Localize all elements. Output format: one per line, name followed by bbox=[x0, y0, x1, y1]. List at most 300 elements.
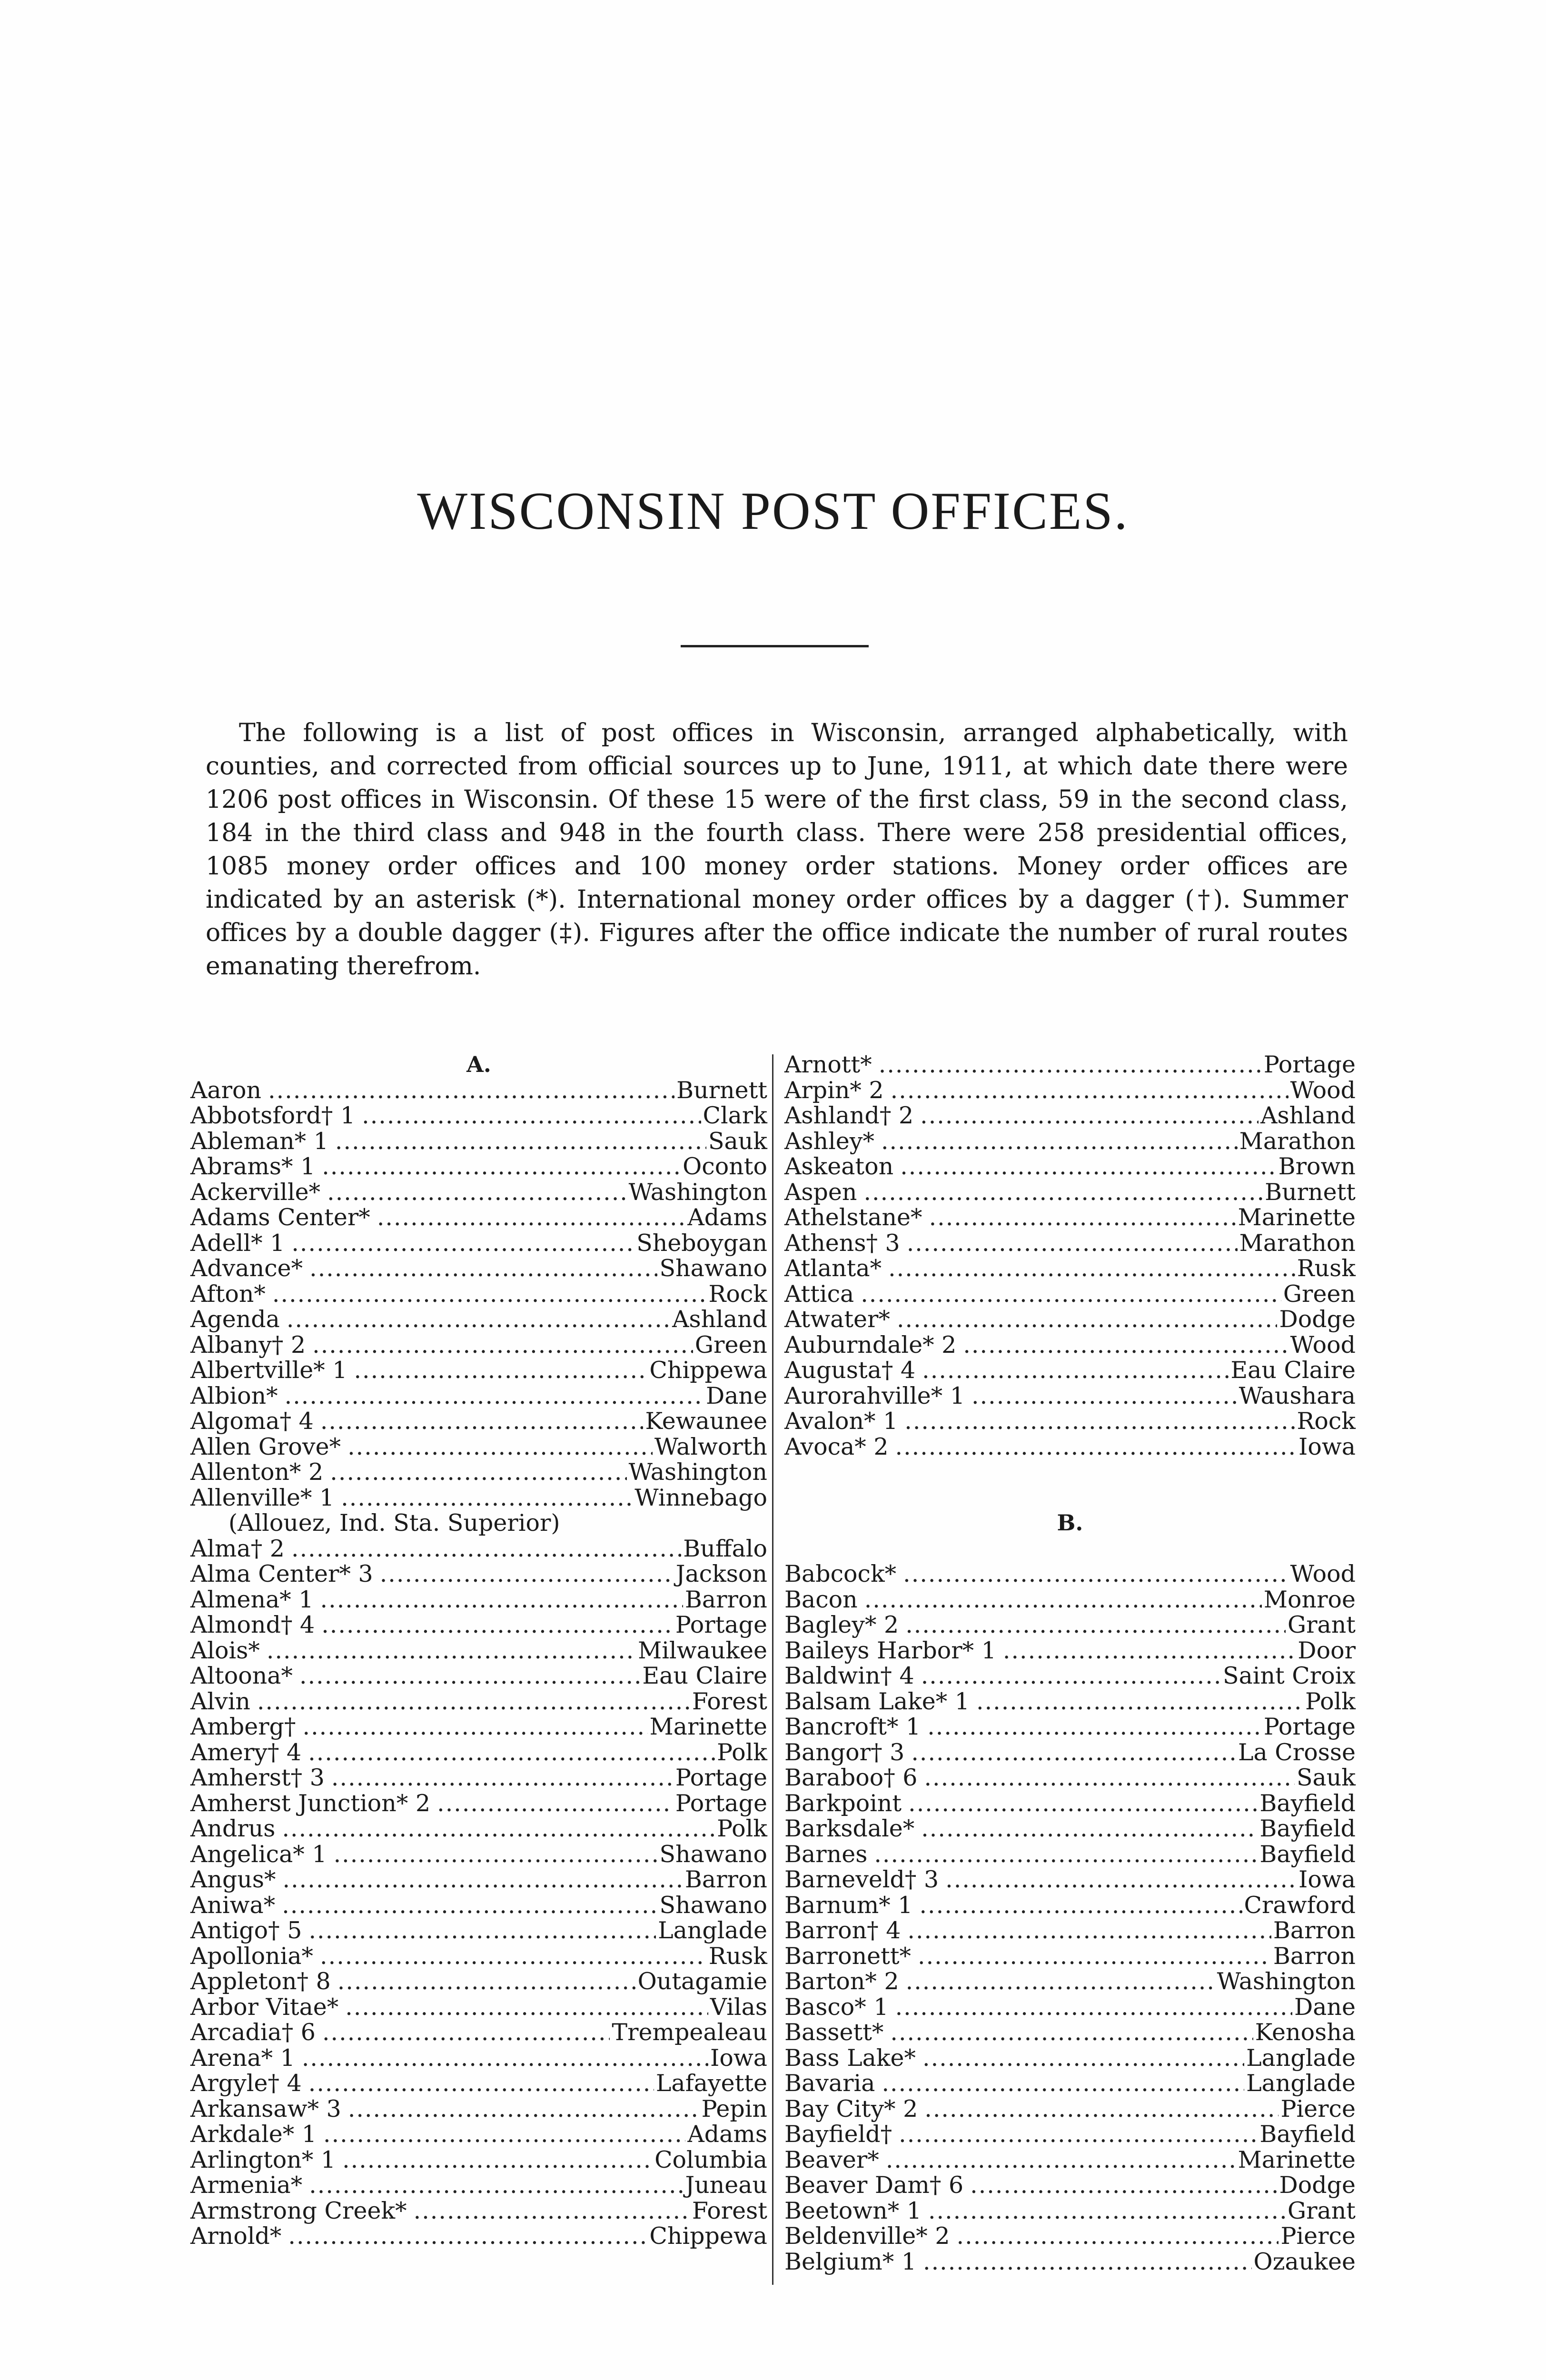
office-name: Bavaria bbox=[784, 2070, 875, 2097]
office-name: Arcadia† 6 bbox=[190, 2019, 316, 2046]
dot-leader bbox=[945, 1867, 1297, 1893]
section-spacer bbox=[784, 1459, 1356, 1510]
right-column bbox=[784, 1052, 1356, 2274]
post-office-entry bbox=[784, 1842, 1356, 1867]
post-office-entry bbox=[190, 1332, 767, 1358]
post-office-entry bbox=[190, 1154, 767, 1180]
dot-leader bbox=[895, 1434, 1297, 1460]
dot-leader bbox=[897, 1307, 1277, 1332]
post-office-entry bbox=[190, 1307, 767, 1332]
post-office-entry bbox=[784, 2071, 1356, 2096]
dot-leader bbox=[320, 1944, 707, 1969]
post-office-entry bbox=[784, 1740, 1356, 1765]
county-name: Rock bbox=[1297, 1408, 1356, 1435]
county-name: Langlade bbox=[1246, 2044, 1356, 2072]
office-name: Baldwin† 4 bbox=[784, 1662, 914, 1689]
county-name: Grant bbox=[1287, 1611, 1356, 1638]
intro-paragraph: The following is a list of post offices in Wisconsin, arranged alphabetically, with counties, and corrected from official sources up to June, 1911, at which date there were 1206 post offices in Wisconsin. Of these 15 were of the first class, 59 in the second class, 184 in the third class and 948 in the fourth class. There were 258 presidential offices, 1085 money order offices and 100 money order stations. Money order offices are indicated by an asterisk (*). International money order offices by a dagger (†). Summer offices by a double dagger (‡). Figures after the office indicate the number of rural routes emanating therefrom. bbox=[206, 719, 1348, 981]
county-name: Kewaunee bbox=[645, 1408, 767, 1435]
office-name: Ashley* bbox=[784, 1127, 874, 1155]
post-office-entry bbox=[190, 1714, 767, 1740]
post-office-entry bbox=[784, 1281, 1356, 1307]
office-name: Afton* bbox=[190, 1280, 266, 1308]
county-name: Rock bbox=[708, 1280, 767, 1308]
county-name: Shawano bbox=[659, 1840, 767, 1868]
dot-leader bbox=[341, 1485, 633, 1511]
post-office-entry bbox=[784, 1358, 1356, 1383]
dot-leader bbox=[924, 2096, 1278, 2122]
county-name: Bayfield bbox=[1259, 1840, 1356, 1868]
dot-leader bbox=[334, 1842, 658, 1867]
county-name: Portage bbox=[675, 1789, 767, 1817]
office-name: Beaver* bbox=[784, 2146, 879, 2173]
dot-leader bbox=[903, 1561, 1288, 1587]
office-name: Alma† 2 bbox=[190, 1535, 285, 1562]
county-name: Portage bbox=[1263, 1713, 1356, 1740]
county-name: Saint Croix bbox=[1223, 1662, 1356, 1689]
post-office-entry bbox=[784, 1893, 1356, 1918]
office-name: Armstrong Creek* bbox=[190, 2197, 407, 2224]
office-name: Abbotsford† 1 bbox=[190, 1102, 356, 1129]
office-name: Alois* bbox=[190, 1636, 260, 1664]
dot-leader bbox=[345, 1994, 708, 2020]
county-name: Adams bbox=[687, 2121, 767, 2148]
dot-leader bbox=[437, 1791, 674, 1816]
county-name: Portage bbox=[675, 1611, 767, 1638]
office-name: Arlington* 1 bbox=[190, 2146, 336, 2173]
county-name: Bayfield bbox=[1259, 1789, 1356, 1817]
post-office-entry bbox=[784, 1867, 1356, 1893]
office-name: Adams Center* bbox=[190, 1204, 370, 1231]
post-office-entry bbox=[190, 1408, 767, 1434]
office-name: Amherst† 3 bbox=[190, 1764, 325, 1791]
county-name: Marathon bbox=[1239, 1229, 1356, 1257]
dot-leader bbox=[377, 1205, 686, 1230]
county-name: Vilas bbox=[710, 1993, 767, 2021]
county-name: Barron bbox=[1273, 1917, 1356, 1944]
county-name: Ashland bbox=[1260, 1102, 1356, 1129]
dot-leader bbox=[330, 1459, 626, 1485]
office-name: Atlanta* bbox=[784, 1255, 882, 1282]
office-name: Advance* bbox=[190, 1255, 303, 1282]
post-office-entry bbox=[190, 1587, 767, 1613]
office-name: Aaron bbox=[190, 1076, 262, 1104]
county-name: Outagamie bbox=[637, 1968, 767, 1995]
dot-leader bbox=[268, 1078, 674, 1103]
post-office-entry bbox=[784, 1944, 1356, 1969]
county-name: Barron bbox=[684, 1586, 767, 1613]
dot-leader bbox=[354, 1358, 647, 1383]
post-office-entry bbox=[784, 1078, 1356, 1103]
county-name: Marinette bbox=[649, 1713, 767, 1740]
office-name: Allen Grove* bbox=[190, 1433, 341, 1460]
post-office-entry bbox=[190, 1867, 767, 1893]
office-name: Baileys Harbor* 1 bbox=[784, 1636, 996, 1664]
county-name: Forest bbox=[692, 2197, 767, 2224]
post-office-entry bbox=[784, 1332, 1356, 1358]
dot-leader bbox=[342, 2147, 653, 2173]
post-office-entry bbox=[190, 1740, 767, 1765]
office-name: Bassett* bbox=[784, 2019, 884, 2046]
dot-leader bbox=[922, 1358, 1229, 1383]
office-name: Argyle† 4 bbox=[190, 2070, 302, 2097]
allouez-note: (Allouez, Ind. Sta. Superior) bbox=[228, 1509, 560, 1537]
post-office-entry bbox=[190, 1256, 767, 1281]
office-name: Athens† 3 bbox=[784, 1229, 900, 1257]
office-name: Allenton* 2 bbox=[190, 1458, 324, 1486]
post-office-entry bbox=[784, 2147, 1356, 2173]
office-name: Arnold* bbox=[190, 2222, 282, 2250]
office-name: Barneveld† 3 bbox=[784, 1866, 939, 1893]
office-name: Aurorahville* 1 bbox=[784, 1382, 965, 1409]
office-name: Angus* bbox=[190, 1866, 276, 1893]
office-name: Almena* 1 bbox=[190, 1586, 314, 1613]
county-name: Milwaukee bbox=[638, 1636, 767, 1664]
dot-leader bbox=[918, 1944, 1271, 1969]
dot-leader bbox=[299, 1663, 640, 1689]
office-name: Barnum* 1 bbox=[784, 1891, 913, 1919]
post-office-entry bbox=[784, 1689, 1356, 1715]
dot-leader bbox=[309, 1256, 657, 1281]
county-name: Juneau bbox=[685, 2172, 767, 2199]
dot-leader bbox=[282, 1816, 715, 1842]
dot-leader bbox=[321, 1612, 674, 1638]
county-name: Walworth bbox=[654, 1433, 767, 1460]
dot-leader bbox=[303, 1714, 648, 1740]
county-name: Grant bbox=[1287, 2197, 1356, 2224]
post-office-entry bbox=[190, 1842, 767, 1867]
post-office-entry bbox=[784, 2020, 1356, 2045]
post-office-entry bbox=[784, 1256, 1356, 1281]
dot-leader bbox=[874, 1842, 1258, 1867]
page-title: WISCONSIN POST OFFICES. bbox=[417, 482, 1129, 541]
dot-leader bbox=[308, 1918, 656, 1944]
office-name: Armenia* bbox=[190, 2172, 303, 2199]
post-office-entry bbox=[190, 1078, 767, 1103]
post-office-entry bbox=[190, 2172, 767, 2198]
post-office-entry bbox=[784, 1180, 1356, 1205]
office-name: Bass Lake* bbox=[784, 2044, 916, 2072]
office-name: Arkdale* 1 bbox=[190, 2121, 317, 2148]
dot-leader bbox=[929, 1205, 1236, 1230]
dot-leader bbox=[882, 2071, 1244, 2096]
office-name: Balsam Lake* 1 bbox=[784, 1687, 970, 1715]
county-name: Iowa bbox=[1298, 1866, 1356, 1893]
county-name: Polk bbox=[1305, 1687, 1356, 1715]
county-name: Columbia bbox=[654, 2146, 767, 2173]
office-name: Altoona* bbox=[190, 1662, 293, 1689]
dot-leader bbox=[320, 1408, 644, 1434]
office-name: Beaver Dam† 6 bbox=[784, 2172, 964, 2199]
office-name: Athelstane* bbox=[784, 1204, 922, 1231]
office-name: Beldenville* 2 bbox=[784, 2222, 950, 2250]
office-name: Abrams* 1 bbox=[190, 1153, 316, 1180]
office-name: Auburndale* 2 bbox=[784, 1331, 957, 1359]
post-office-entry bbox=[190, 1103, 767, 1129]
section-spacer-small bbox=[784, 1536, 1356, 1562]
dot-leader bbox=[285, 1383, 704, 1409]
dot-leader bbox=[308, 2071, 654, 2096]
dot-leader bbox=[282, 1893, 657, 1918]
dot-leader bbox=[971, 1383, 1237, 1409]
office-name: Amherst Junction* 2 bbox=[190, 1789, 431, 1817]
office-name: Barronett* bbox=[784, 1942, 912, 1970]
county-name: Door bbox=[1298, 1636, 1356, 1664]
post-office-entry bbox=[784, 1791, 1356, 1816]
county-name: Rusk bbox=[708, 1942, 767, 1970]
post-office-entry bbox=[784, 1969, 1356, 1994]
dot-leader bbox=[957, 2223, 1279, 2249]
dot-leader bbox=[907, 1918, 1271, 1944]
office-name: Augusta† 4 bbox=[784, 1357, 916, 1384]
dot-leader bbox=[861, 1281, 1281, 1307]
post-office-entry bbox=[190, 1612, 767, 1638]
post-office-entry bbox=[190, 2122, 767, 2147]
post-office-entry bbox=[190, 2198, 767, 2224]
post-office-entry bbox=[190, 1358, 767, 1383]
dot-leader bbox=[362, 1103, 701, 1129]
dot-leader bbox=[920, 1103, 1259, 1129]
post-office-entry bbox=[190, 2045, 767, 2071]
county-name: Wood bbox=[1290, 1560, 1356, 1587]
post-office-entry bbox=[190, 1765, 767, 1791]
dot-leader bbox=[919, 1893, 1242, 1918]
dot-leader bbox=[272, 1281, 707, 1307]
dot-leader bbox=[921, 1816, 1258, 1842]
office-name: Barnes bbox=[784, 1840, 868, 1868]
office-name: Agenda bbox=[190, 1306, 280, 1333]
dot-leader bbox=[911, 1740, 1236, 1765]
post-office-entry bbox=[190, 1944, 767, 1969]
post-office-entry bbox=[784, 1714, 1356, 1740]
county-name: Sheboygan bbox=[636, 1229, 767, 1257]
office-name: Amberg† bbox=[190, 1713, 296, 1740]
county-name: Pepin bbox=[701, 2095, 767, 2122]
post-office-entry bbox=[190, 1969, 767, 1994]
dot-leader bbox=[291, 1536, 681, 1562]
post-office-entry bbox=[190, 1205, 767, 1230]
dot-leader bbox=[283, 1867, 683, 1893]
county-name: Chippewa bbox=[649, 1357, 767, 1384]
county-name: Langlade bbox=[658, 1917, 767, 1944]
county-name: Adams bbox=[687, 1204, 767, 1231]
county-name: Winnebago bbox=[634, 1484, 767, 1511]
county-name: Wood bbox=[1290, 1331, 1356, 1359]
office-name: Alma Center* 3 bbox=[190, 1560, 373, 1587]
county-name: Marinette bbox=[1238, 1204, 1356, 1231]
dot-leader bbox=[380, 1561, 674, 1587]
post-office-entry bbox=[784, 2223, 1356, 2249]
right-list-a bbox=[784, 1052, 1356, 1459]
right-list-b bbox=[784, 1561, 1356, 2274]
post-office-entry bbox=[190, 1893, 767, 1918]
dot-leader bbox=[904, 1408, 1295, 1434]
dot-leader bbox=[907, 1230, 1238, 1256]
post-office-entry bbox=[784, 2198, 1356, 2224]
post-office-entry bbox=[190, 2020, 767, 2045]
office-name: Arbor Vitae* bbox=[190, 1993, 339, 2021]
office-name: Ashland† 2 bbox=[784, 1102, 914, 1129]
office-name: Atwater* bbox=[784, 1306, 890, 1333]
office-name: Aspen bbox=[784, 1178, 857, 1206]
county-name: Marinette bbox=[1238, 2146, 1356, 2173]
dot-leader bbox=[923, 2249, 1252, 2275]
dot-leader bbox=[895, 1994, 1292, 2020]
dot-leader bbox=[927, 1714, 1262, 1740]
dot-leader bbox=[924, 1765, 1294, 1791]
dot-leader bbox=[288, 2223, 647, 2249]
post-office-entry bbox=[190, 2096, 767, 2122]
county-name: Bayfield bbox=[1259, 2121, 1356, 2148]
county-name: Burnett bbox=[676, 1076, 767, 1104]
county-name: Dane bbox=[705, 1382, 767, 1409]
dot-leader bbox=[312, 1332, 693, 1358]
post-office-entry bbox=[190, 1434, 767, 1460]
office-name: Avalon* 1 bbox=[784, 1408, 898, 1435]
column-divider bbox=[772, 1054, 773, 2285]
left-column bbox=[190, 1052, 767, 2249]
county-name: Langlade bbox=[1246, 2070, 1356, 2097]
post-office-entry bbox=[784, 1230, 1356, 1256]
office-name: Avoca* 2 bbox=[784, 1433, 889, 1460]
post-office-entry bbox=[784, 1408, 1356, 1434]
county-name: Barron bbox=[1273, 1942, 1356, 1970]
section-heading-a: A. bbox=[466, 1051, 491, 1077]
post-office-entry bbox=[784, 2045, 1356, 2071]
office-name: Baraboo† 6 bbox=[784, 1764, 918, 1791]
office-name: Bacon bbox=[784, 1586, 858, 1613]
dot-leader bbox=[1003, 1638, 1296, 1664]
county-name: Green bbox=[1283, 1280, 1356, 1308]
county-name: Eau Claire bbox=[642, 1662, 767, 1689]
office-name: Barkpoint bbox=[784, 1789, 902, 1817]
post-office-entry bbox=[190, 1180, 767, 1205]
dot-leader bbox=[327, 1180, 626, 1205]
post-office-entry bbox=[190, 1663, 767, 1689]
county-name: Eau Claire bbox=[1230, 1357, 1356, 1384]
office-name: Barton* 2 bbox=[784, 1968, 899, 1995]
dot-leader bbox=[337, 1969, 636, 1994]
post-office-entry bbox=[190, 1638, 767, 1664]
dot-leader bbox=[908, 1791, 1258, 1816]
office-name: Albany† 2 bbox=[190, 1331, 306, 1359]
county-name: Forest bbox=[692, 1687, 767, 1715]
office-name: Bayfield† bbox=[784, 2121, 892, 2148]
office-name: Andrus bbox=[190, 1815, 276, 1842]
post-office-entry bbox=[784, 1383, 1356, 1409]
office-name: Ableman* 1 bbox=[190, 1127, 328, 1155]
office-name: Allenville* 1 bbox=[190, 1484, 335, 1511]
county-name: Barron bbox=[684, 1866, 767, 1893]
dot-leader bbox=[291, 1230, 634, 1256]
office-name: Babcock* bbox=[784, 1560, 897, 1587]
county-name: Shawano bbox=[659, 1891, 767, 1919]
county-name: Dodge bbox=[1279, 2172, 1356, 2199]
dot-leader bbox=[320, 1587, 683, 1613]
post-office-entry bbox=[784, 1994, 1356, 2020]
dot-leader bbox=[309, 2172, 683, 2198]
office-name: Basco* 1 bbox=[784, 1993, 889, 2021]
county-name: Iowa bbox=[710, 2044, 767, 2072]
county-name: Lafayette bbox=[655, 2070, 767, 2097]
office-name: Askeaton bbox=[784, 1153, 894, 1180]
county-name: Portage bbox=[675, 1764, 767, 1791]
post-office-entry bbox=[190, 1230, 767, 1256]
dot-leader bbox=[970, 2172, 1277, 2198]
post-office-entry bbox=[784, 1129, 1356, 1154]
dot-leader bbox=[891, 1078, 1288, 1103]
post-office-entry bbox=[190, 1281, 767, 1307]
county-name: Jackson bbox=[675, 1560, 767, 1587]
office-name: Aniwa* bbox=[190, 1891, 276, 1919]
county-name: Pierce bbox=[1280, 2222, 1356, 2250]
dot-leader bbox=[881, 1129, 1238, 1154]
county-name: Chippewa bbox=[649, 2222, 767, 2250]
office-name: Adell* 1 bbox=[190, 1229, 285, 1257]
office-name: Ackerville* bbox=[190, 1178, 321, 1206]
post-office-entry bbox=[190, 1459, 767, 1485]
office-name: Arena* 1 bbox=[190, 2044, 295, 2072]
office-name: Appleton† 8 bbox=[190, 1968, 331, 1995]
post-office-entry bbox=[190, 1791, 767, 1816]
post-office-entry bbox=[190, 1918, 767, 1944]
county-name: Trempealeau bbox=[612, 2019, 767, 2046]
county-name: Pierce bbox=[1280, 2095, 1356, 2122]
dot-leader bbox=[928, 2198, 1286, 2224]
county-name: Washington bbox=[1217, 1968, 1356, 1995]
county-name: Washington bbox=[628, 1178, 767, 1206]
dot-leader bbox=[323, 2122, 685, 2147]
county-name: Buffalo bbox=[683, 1535, 767, 1562]
dot-leader bbox=[287, 1307, 670, 1332]
dot-leader bbox=[864, 1587, 1262, 1613]
post-office-entry bbox=[784, 1307, 1356, 1332]
dot-leader bbox=[308, 1740, 715, 1765]
dot-leader bbox=[963, 1332, 1288, 1358]
dot-leader bbox=[905, 1612, 1286, 1638]
dot-leader bbox=[267, 1638, 636, 1664]
county-name: Rusk bbox=[1297, 1255, 1356, 1282]
office-name: Almond† 4 bbox=[190, 1611, 315, 1638]
county-name: Portage bbox=[1263, 1051, 1356, 1078]
county-name: Brown bbox=[1278, 1153, 1356, 1180]
post-office-entry bbox=[784, 1154, 1356, 1180]
county-name: Shawano bbox=[659, 1255, 767, 1282]
office-name: Albion* bbox=[190, 1382, 278, 1409]
county-name: Sauk bbox=[708, 1127, 767, 1155]
county-name: Green bbox=[694, 1331, 767, 1359]
post-office-entry bbox=[784, 2172, 1356, 2198]
post-office-entry bbox=[784, 1663, 1356, 1689]
dot-leader bbox=[348, 2096, 700, 2122]
dot-leader bbox=[335, 1129, 706, 1154]
office-name: Alvin bbox=[190, 1687, 250, 1715]
county-name: Dodge bbox=[1279, 1306, 1356, 1333]
office-name: Bancroft* 1 bbox=[784, 1713, 921, 1740]
post-office-entry bbox=[784, 1918, 1356, 1944]
dot-leader bbox=[331, 1765, 674, 1791]
office-name: Bangor† 3 bbox=[784, 1738, 905, 1766]
office-name: Arnott* bbox=[784, 1051, 872, 1078]
left-list-b bbox=[190, 1536, 767, 2249]
section-heading-b: B. bbox=[1057, 1510, 1083, 1536]
post-office-entry bbox=[784, 2096, 1356, 2122]
county-name: Polk bbox=[717, 1738, 767, 1766]
dot-leader bbox=[888, 1256, 1295, 1281]
office-name: Belgium* 1 bbox=[784, 2248, 916, 2275]
post-office-entry bbox=[784, 1638, 1356, 1664]
office-name: Arkansaw* 3 bbox=[190, 2095, 341, 2122]
